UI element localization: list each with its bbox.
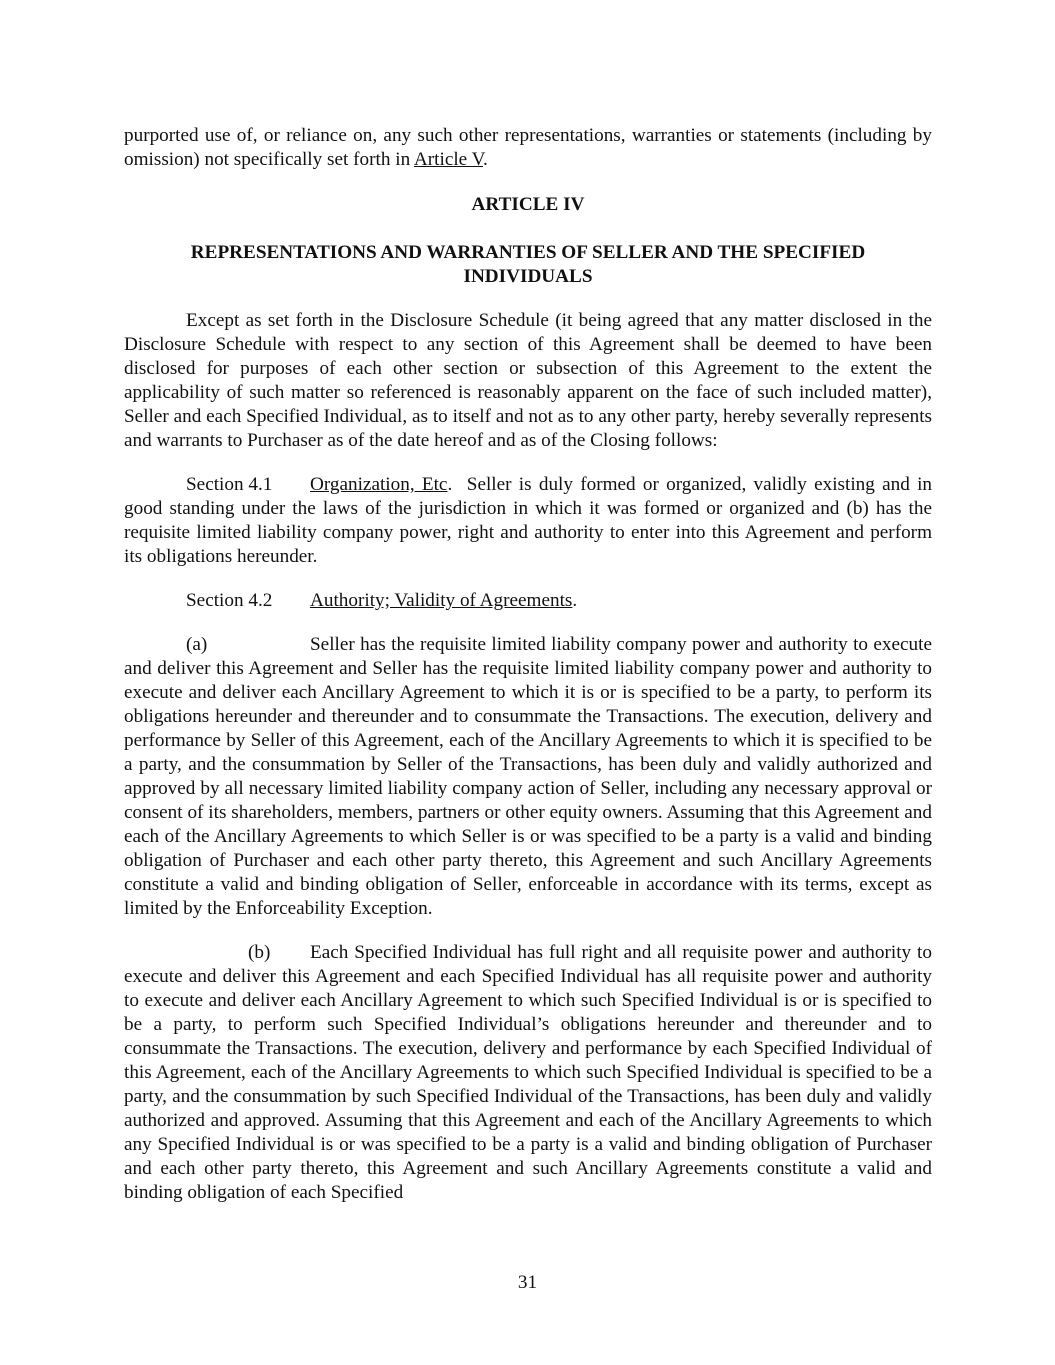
- section-4-2-paragraph: [124, 589, 932, 613]
- section-4-1-paragraph: [124, 473, 932, 569]
- article-number: ARTICLE IV: [471, 194, 585, 215]
- article-title: REPRESENTATIONS AND WARRANTIES OF SELLER AND THE SPECIFIED INDIVIDUALS: [190, 242, 866, 287]
- section-4-2-heading: Authority; Validity of Agreements: [310, 590, 573, 611]
- subsection-b-paragraph: [124, 941, 932, 1205]
- continuation-end: .: [483, 149, 488, 170]
- continuation-paragraph: [124, 124, 932, 172]
- subsection-a-paragraph: [124, 633, 932, 921]
- section-4-1-body: Seller is duly formed or organized, validly existing and in good standing under the laws of the jurisdiction in which it was formed or organized and (b) has the requisite limited liability company power, right and authority to enter into this Agreement and perform its obligations hereunder.: [124, 474, 932, 567]
- section-4-2-heading-punct: .: [572, 590, 578, 611]
- article-v-reference: Article V: [413, 149, 484, 170]
- page-number: 31: [517, 1272, 538, 1293]
- section-4-1-heading-punct: .: [447, 474, 453, 495]
- document-page: [124, 124, 932, 1205]
- continuation-text: purported use of, or reliance on, any such other representations, warranties or statements (including by omission) not specifically set forth in: [124, 125, 932, 170]
- subsection-b-label: (b): [248, 942, 271, 963]
- section-4-1-number: Section 4.1: [186, 474, 273, 495]
- subsection-a-body: Seller has the requisite limited liability company power and authority to execute and deliver this Agreement and Seller has the requisite limited liability company power and authority to execute and deliver each Ancillary Agreement to which it is or is specified to be a party, to perform its obligations hereunder and thereunder and to consummate the Transactions. The execution, delivery and performance by Seller of this Agreement, each of the Ancillary Agreements to which it is specified to be a party, and the consummation by Seller of the Transactions, has been duly and validly authorized and approved by all necessary limited liability company action of Seller, including any necessary approval or consent of its shareholders, members, partners or other equity owners. Assuming that this Agreement and each of the Ancillary Agreements to which Seller is or was specified to be a party is a valid and binding obligation of Purchaser and each other party thereto, this Agreement and such Ancillary Agreements constitute a valid and binding obligation of Seller, enforceable in accordance with its terms, except as limited by the Enforceability Exception.: [124, 634, 932, 919]
- intro-paragraph: Except as set forth in the Disclosure Schedule (it being agreed that any matter disclosed in the Disclosure Schedule with respect to any section of this Agreement shall be deemed to have been disclosed for purposes of each other section or subsection of this Agreement to the extent the applicability of such matter so referenced is reasonably apparent on the face of such included matter), Seller and each Specified Individual, as to itself and not as to any other party, hereby severally represents and warrants to Purchaser as of the date hereof and as of the Closing follows:: [124, 310, 932, 451]
- subsection-b-body: Each Specified Individual has full right and all requisite power and authority to execute and deliver this Agreement and each Specified Individual has all requisite power and authority to execute and deliver each Ancillary Agreement to which such Specified Individual is or is specified to be a party, to perform such Specified Individual’s obligations hereunder and thereunder and to consummate the Transactions. The execution, delivery and performance by each Specified Individual of this Agreement, each of the Ancillary Agreements to which such Specified Individual is specified to be a party, and the consummation by such Specified Individual of the Transactions, has been duly and validly authorized and approved. Assuming that this Agreement and each of the Ancillary Agreements to which any Specified Individual is or was specified to be a party is a valid and binding obligation of Purchaser and each other party thereto, this Agreement and such Ancillary Agreements constitute a valid and binding obligation of each Specified: [124, 942, 932, 1203]
- section-4-2-number: Section 4.2: [186, 590, 273, 611]
- subsection-a-label: (a): [186, 634, 208, 655]
- section-4-1-heading: Organization, Etc: [310, 474, 448, 495]
